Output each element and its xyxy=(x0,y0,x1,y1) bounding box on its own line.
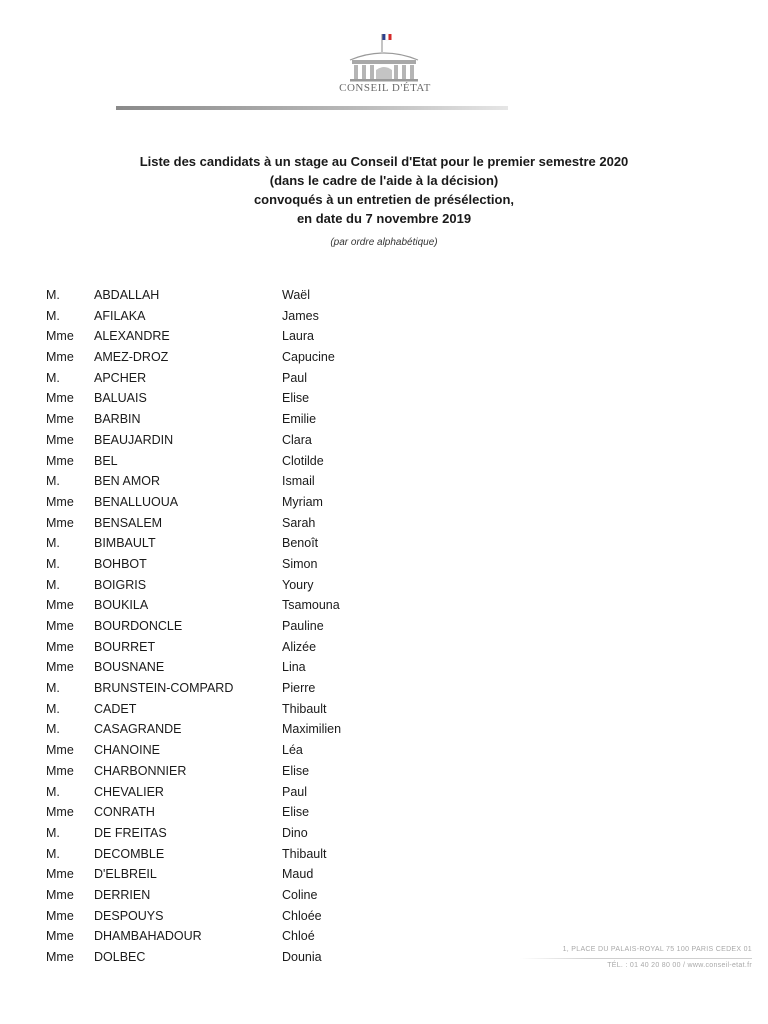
footer-contact: TÉL. : 01 40 20 80 00 / www.conseil-etat.fr xyxy=(607,962,752,969)
candidate-first-name: Elise xyxy=(282,805,310,820)
candidate-first-name: Dounia xyxy=(282,950,322,964)
candidate-first-name: Laura xyxy=(282,329,314,344)
candidate-first-name: Coline xyxy=(282,887,318,902)
candidate-civility: M. xyxy=(46,722,60,737)
candidate-row xyxy=(46,699,386,720)
candidate-civility: Mme xyxy=(46,660,74,675)
candidate-last-name: AMEZ-DROZ xyxy=(94,350,169,365)
candidate-civility: M. xyxy=(46,846,60,861)
candidate-row xyxy=(46,678,386,699)
candidate-last-name: BRUNSTEIN-COMPARD xyxy=(94,681,234,696)
candidate-civility: Mme xyxy=(46,743,74,758)
candidate-last-name: DHAMBAHADOUR xyxy=(94,929,202,944)
candidate-first-name: Benoît xyxy=(282,536,319,551)
candidate-first-name: Simon xyxy=(282,556,318,571)
candidate-civility: Mme xyxy=(46,598,74,613)
candidate-row xyxy=(46,637,386,658)
candidate-first-name: Tsamouna xyxy=(282,598,340,613)
title-line-1: Liste des candidats à un stage au Conseil d'Etat pour le premier semestre 2020 xyxy=(139,154,629,169)
candidate-row xyxy=(46,823,386,844)
candidate-civility: Mme xyxy=(46,908,74,923)
candidate-row xyxy=(46,451,386,472)
candidate-row xyxy=(46,347,386,368)
candidate-row xyxy=(46,657,386,678)
candidate-civility: Mme xyxy=(46,391,74,406)
candidate-civility: M. xyxy=(46,288,60,302)
candidate-first-name: Pauline xyxy=(282,619,324,633)
candidate-last-name: ALEXANDRE xyxy=(94,329,170,344)
candidate-row xyxy=(46,595,386,616)
sort-note: (par ordre alphabétique) xyxy=(330,237,438,248)
candidate-civility: Mme xyxy=(46,639,74,654)
candidate-row xyxy=(46,513,386,534)
candidate-row xyxy=(46,326,386,347)
candidate-first-name: Sarah xyxy=(282,515,316,530)
candidate-last-name: CASAGRANDE xyxy=(94,722,182,737)
candidate-last-name: BEN AMOR xyxy=(94,474,160,489)
footer-divider xyxy=(520,958,752,959)
candidate-row xyxy=(46,388,386,409)
candidate-row xyxy=(46,885,386,906)
candidate-row xyxy=(46,430,386,451)
candidate-first-name: Dino xyxy=(282,825,308,840)
candidate-last-name: BENSALEM xyxy=(94,515,163,530)
candidate-first-name: Emilie xyxy=(282,412,317,427)
candidate-first-name: Waël xyxy=(282,288,311,302)
candidate-last-name: BOUSNANE xyxy=(94,660,165,675)
candidate-first-name: Capucine xyxy=(282,350,335,365)
candidate-last-name: BOURDONCLE xyxy=(94,619,183,633)
title-line-4: en date du 7 novembre 2019 xyxy=(296,211,472,226)
candidate-civility: Mme xyxy=(46,412,74,427)
candidate-last-name: BEL xyxy=(94,453,118,468)
candidate-civility: Mme xyxy=(46,887,74,902)
candidate-last-name: DESPOUYS xyxy=(94,908,164,923)
title-line-3: convoqués à un entretien de présélection, xyxy=(253,192,515,207)
title-line-2: (dans le cadre de l'aide à la décision) xyxy=(269,173,499,188)
candidate-row xyxy=(46,471,386,492)
candidate-first-name: Paul xyxy=(282,370,308,385)
candidate-row xyxy=(46,926,386,947)
candidate-civility: Mme xyxy=(46,763,74,778)
candidate-row xyxy=(46,533,386,554)
candidate-civility: M. xyxy=(46,556,60,571)
candidate-civility: Mme xyxy=(46,619,74,633)
candidate-civility: M. xyxy=(46,577,60,592)
candidate-first-name: Alizée xyxy=(282,639,317,654)
candidate-first-name: James xyxy=(282,308,319,323)
candidate-row xyxy=(46,554,386,575)
candidate-civility: Mme xyxy=(46,805,74,820)
candidate-row xyxy=(46,409,386,430)
document-title xyxy=(0,152,768,228)
candidate-row xyxy=(46,782,386,803)
candidate-civility: Mme xyxy=(46,867,74,882)
candidate-last-name: BALUAIS xyxy=(94,391,147,406)
candidate-row xyxy=(46,802,386,823)
candidate-row xyxy=(46,575,386,596)
candidate-last-name: BOUKILA xyxy=(94,598,149,613)
candidate-last-name: BOURRET xyxy=(94,639,156,654)
candidate-first-name: Lina xyxy=(282,660,306,675)
candidate-row xyxy=(46,761,386,782)
candidate-civility: M. xyxy=(46,701,60,716)
candidate-first-name: Paul xyxy=(282,784,308,799)
candidate-first-name: Chloé xyxy=(282,929,315,944)
candidate-civility: Mme xyxy=(46,929,74,944)
candidate-last-name: DOLBEC xyxy=(94,950,146,964)
candidate-row xyxy=(46,368,386,389)
candidate-civility: M. xyxy=(46,681,60,696)
candidate-first-name: Ismail xyxy=(282,474,315,489)
candidate-last-name: BIMBAULT xyxy=(94,536,156,551)
candidate-civility: Mme xyxy=(46,494,74,509)
candidate-civility: M. xyxy=(46,370,60,385)
candidate-first-name: Clotilde xyxy=(282,453,324,468)
header-divider xyxy=(116,106,508,110)
candidate-last-name: CHANOINE xyxy=(94,743,160,758)
candidate-civility: M. xyxy=(46,825,60,840)
candidate-civility: Mme xyxy=(46,432,74,447)
candidate-last-name: BEAUJARDIN xyxy=(94,432,174,447)
candidate-first-name: Pierre xyxy=(282,681,316,696)
candidate-first-name: Youry xyxy=(282,577,314,592)
candidate-last-name: DECOMBLE xyxy=(94,846,165,861)
candidate-row xyxy=(46,306,386,327)
candidate-last-name: DE FREITAS xyxy=(94,825,167,840)
candidate-first-name: Maud xyxy=(282,867,314,882)
candidate-first-name: Léa xyxy=(282,743,303,758)
candidate-row xyxy=(46,947,386,968)
candidate-row xyxy=(46,616,386,637)
candidate-civility: Mme xyxy=(46,515,74,530)
candidate-civility: Mme xyxy=(46,453,74,468)
candidate-first-name: Elise xyxy=(282,391,310,406)
candidate-civility: M. xyxy=(46,474,60,489)
candidate-row xyxy=(46,906,386,927)
candidate-civility: Mme xyxy=(46,950,74,964)
candidate-last-name: CHEVALIER xyxy=(94,784,164,799)
candidate-civility: Mme xyxy=(46,350,74,365)
candidate-row xyxy=(46,864,386,885)
candidate-row xyxy=(46,740,386,761)
candidate-first-name: Thibault xyxy=(282,846,327,861)
candidate-civility: M. xyxy=(46,536,60,551)
candidate-last-name: BOIGRIS xyxy=(94,577,147,592)
candidate-first-name: Myriam xyxy=(282,494,323,509)
candidate-first-name: Chloée xyxy=(282,908,322,923)
candidate-last-name: CHARBONNIER xyxy=(94,763,187,778)
candidate-first-name: Clara xyxy=(282,432,312,447)
candidate-last-name: AFILAKA xyxy=(94,308,146,323)
candidate-first-name: Elise xyxy=(282,763,310,778)
candidate-last-name: CADET xyxy=(94,701,137,716)
institution-name: CONSEIL D'ÉTAT xyxy=(339,82,431,94)
candidate-row xyxy=(46,844,386,865)
candidate-civility: Mme xyxy=(46,329,74,344)
candidate-list xyxy=(46,285,386,968)
candidate-last-name: BENALLUOUA xyxy=(94,494,179,509)
candidate-civility: M. xyxy=(46,784,60,799)
candidate-civility: M. xyxy=(46,308,60,323)
candidate-last-name: BARBIN xyxy=(94,412,141,427)
candidate-first-name: Thibault xyxy=(282,701,327,716)
candidate-row xyxy=(46,719,386,740)
candidate-last-name: DERRIEN xyxy=(94,887,151,902)
footer-address: 1, PLACE DU PALAIS-ROYAL 75 100 PARIS CEDEX 01 xyxy=(562,946,752,953)
candidate-last-name: APCHER xyxy=(94,370,147,385)
candidate-last-name: BOHBOT xyxy=(94,556,147,571)
candidate-row xyxy=(46,492,386,513)
candidate-first-name: Maximilien xyxy=(282,722,342,737)
candidate-last-name: CONRATH xyxy=(94,805,155,820)
candidate-last-name: D'ELBREIL xyxy=(94,867,157,882)
candidate-last-name: ABDALLAH xyxy=(94,288,160,302)
candidate-row xyxy=(46,285,386,306)
